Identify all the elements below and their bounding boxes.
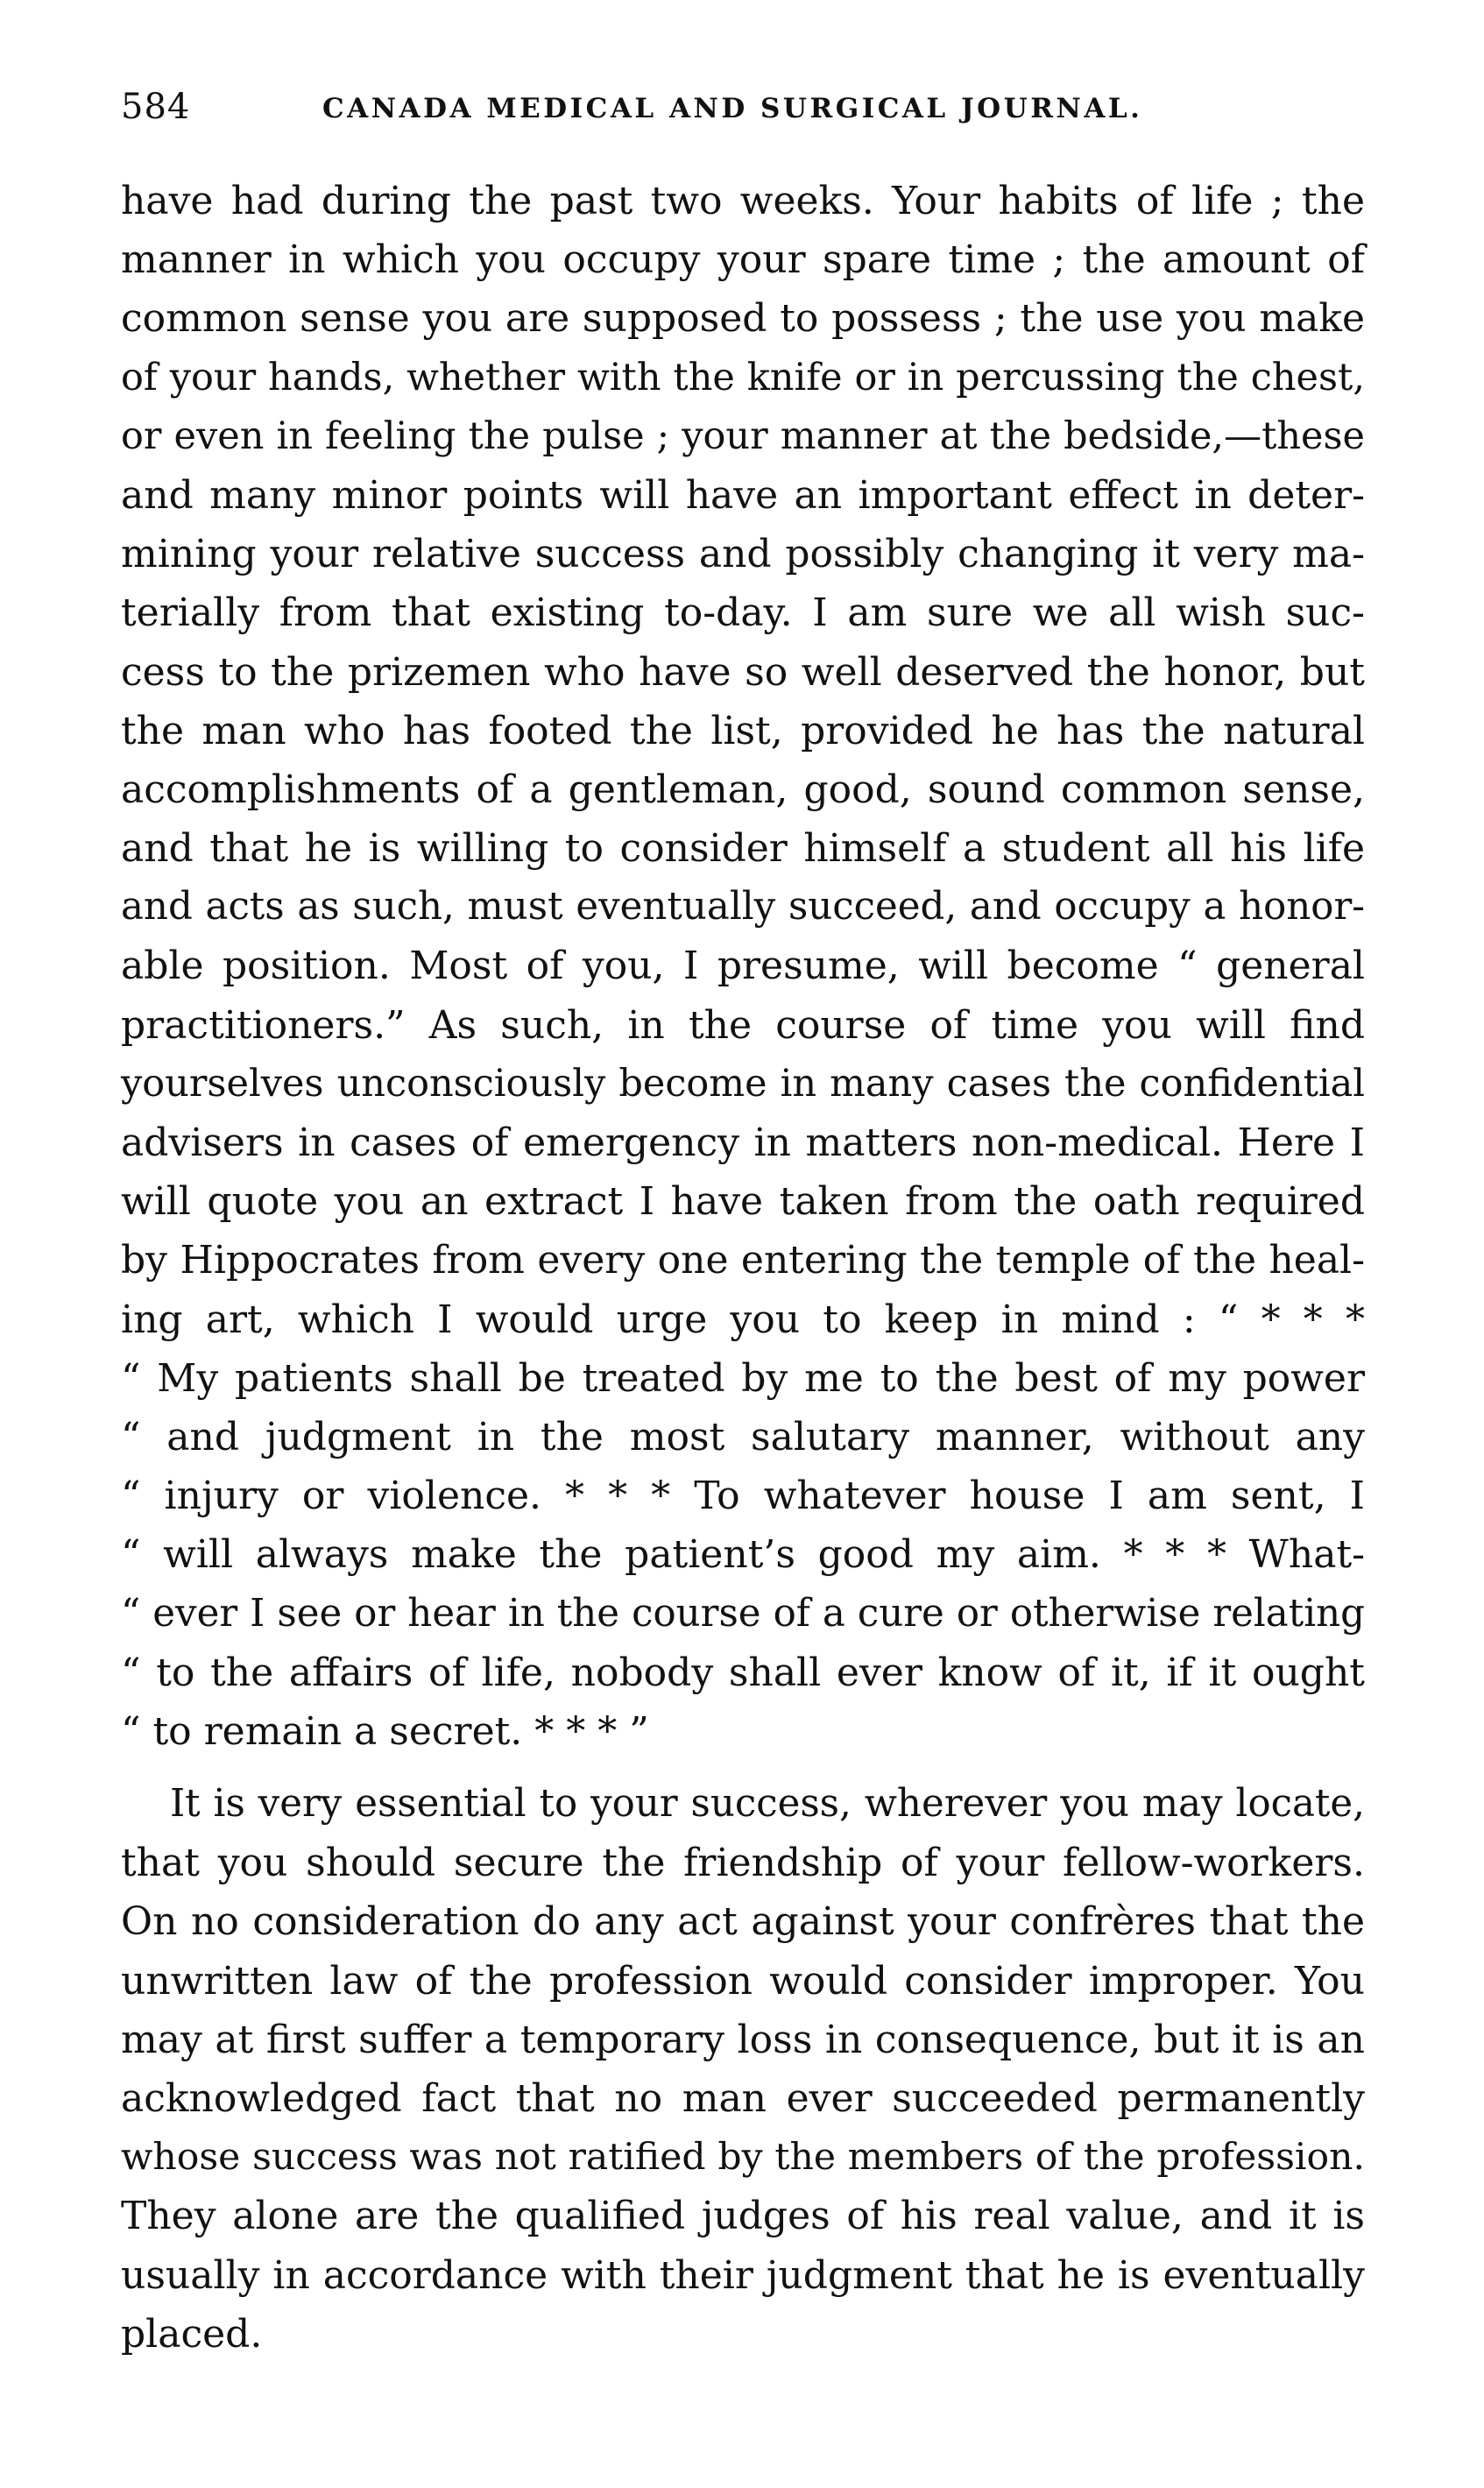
quote-line: “ to remain a secret. * * * ”: [121, 1708, 649, 1754]
text-line: and many minor points will have an important effect in deter-: [121, 472, 1365, 518]
body-text: [121, 172, 1365, 2364]
text-line: will quote you an extract I have taken from the oath required: [121, 1179, 1365, 1225]
text-line: that you should secure the friendship of your fellow-workers.: [121, 1841, 1365, 1886]
quote-line: “ will always make the patient’s good my aim. * * * What-: [121, 1532, 1365, 1578]
text-line: ing art, which I would urge you to keep in mind : “ * * *: [121, 1297, 1365, 1342]
text-line: manner in which you occupy your spare time ; the amount of: [121, 237, 1365, 283]
quote-line: “ injury or violence. * * * To whatever house I am sent, I: [121, 1474, 1365, 1519]
text-line: unwritten law of the profession would consider improper. You: [121, 1958, 1365, 2004]
text-line: usually in accordance with their judgment that he is eventually: [121, 2252, 1365, 2298]
text-line: On no consideration do any act against your confrères that the: [121, 1899, 1365, 1945]
paragraph-2: [121, 1775, 1365, 2364]
text-line: or even in feeling the pulse ; your manner at the bedside,—these: [121, 413, 1365, 458]
page-number: 584: [121, 87, 191, 127]
text-line: the man who has footed the list, provided he has the natural: [121, 708, 1365, 753]
text-line: common sense you are supposed to possess ; the use you make: [121, 296, 1365, 342]
text-line: accomplishments of a gentleman, good, sound common sense,: [121, 767, 1365, 812]
paragraph-1: [121, 172, 1365, 1761]
text-line: practitioners.” As such, in the course of time you will find: [121, 1002, 1365, 1048]
text-line: able position. Most of you, I presume, will become “ general: [121, 944, 1365, 989]
quote-line: “ and judgment in the most salutary manner, without any: [121, 1414, 1365, 1460]
text-line: and acts as such, must eventually succeed, and occupy a honor-: [121, 885, 1365, 929]
text-line: yourselves unconsciously become in many cases the confidential: [121, 1061, 1365, 1106]
text-line: may at first suffer a temporary loss in consequence, but it is an: [121, 2017, 1365, 2062]
text-line: terially from that existing to-day. I am sure we all wish suc-: [121, 590, 1365, 636]
text-line: advisers in cases of emergency in matters non-medical. Here I: [121, 1120, 1365, 1165]
journal-title: CANADA MEDICAL AND SURGICAL JOURNAL.: [322, 93, 1143, 124]
text-line: and that he is willing to consider himself a student all his life: [121, 826, 1365, 872]
quote-line: “ to the affairs of life, nobody shall ever know of it, if it ought: [121, 1650, 1365, 1695]
quote-line: “ My patients shall be treated by me to the best of my power: [121, 1355, 1365, 1401]
text-line: whose success was not ratified by the members of the profession.: [121, 2136, 1365, 2180]
text-line: of your hands, whether with the knife or in percussing the chest,: [121, 355, 1365, 399]
text-line: mining your relative success and possibly changing it very ma-: [121, 532, 1365, 577]
text-line: It is very essential to your success, wherever you may locate,: [170, 1782, 1365, 1827]
quote-line: “ ever I see or hear in the course of a cure or otherwise relating: [121, 1591, 1365, 1636]
text-line: acknowledged fact that no man ever succeeded permanently: [121, 2076, 1365, 2121]
text-line: They alone are the qualified judges of his real value, and it is: [121, 2194, 1365, 2239]
text-line: cess to the prizemen who have so well deserved the honor, but: [121, 649, 1365, 695]
text-line: placed.: [121, 2311, 263, 2357]
text-line: have had during the past two weeks. Your habits of life ; the: [121, 179, 1365, 223]
text-line: by Hippocrates from every one entering the temple of the heal-: [121, 1238, 1365, 1283]
running-head: [121, 81, 1365, 133]
